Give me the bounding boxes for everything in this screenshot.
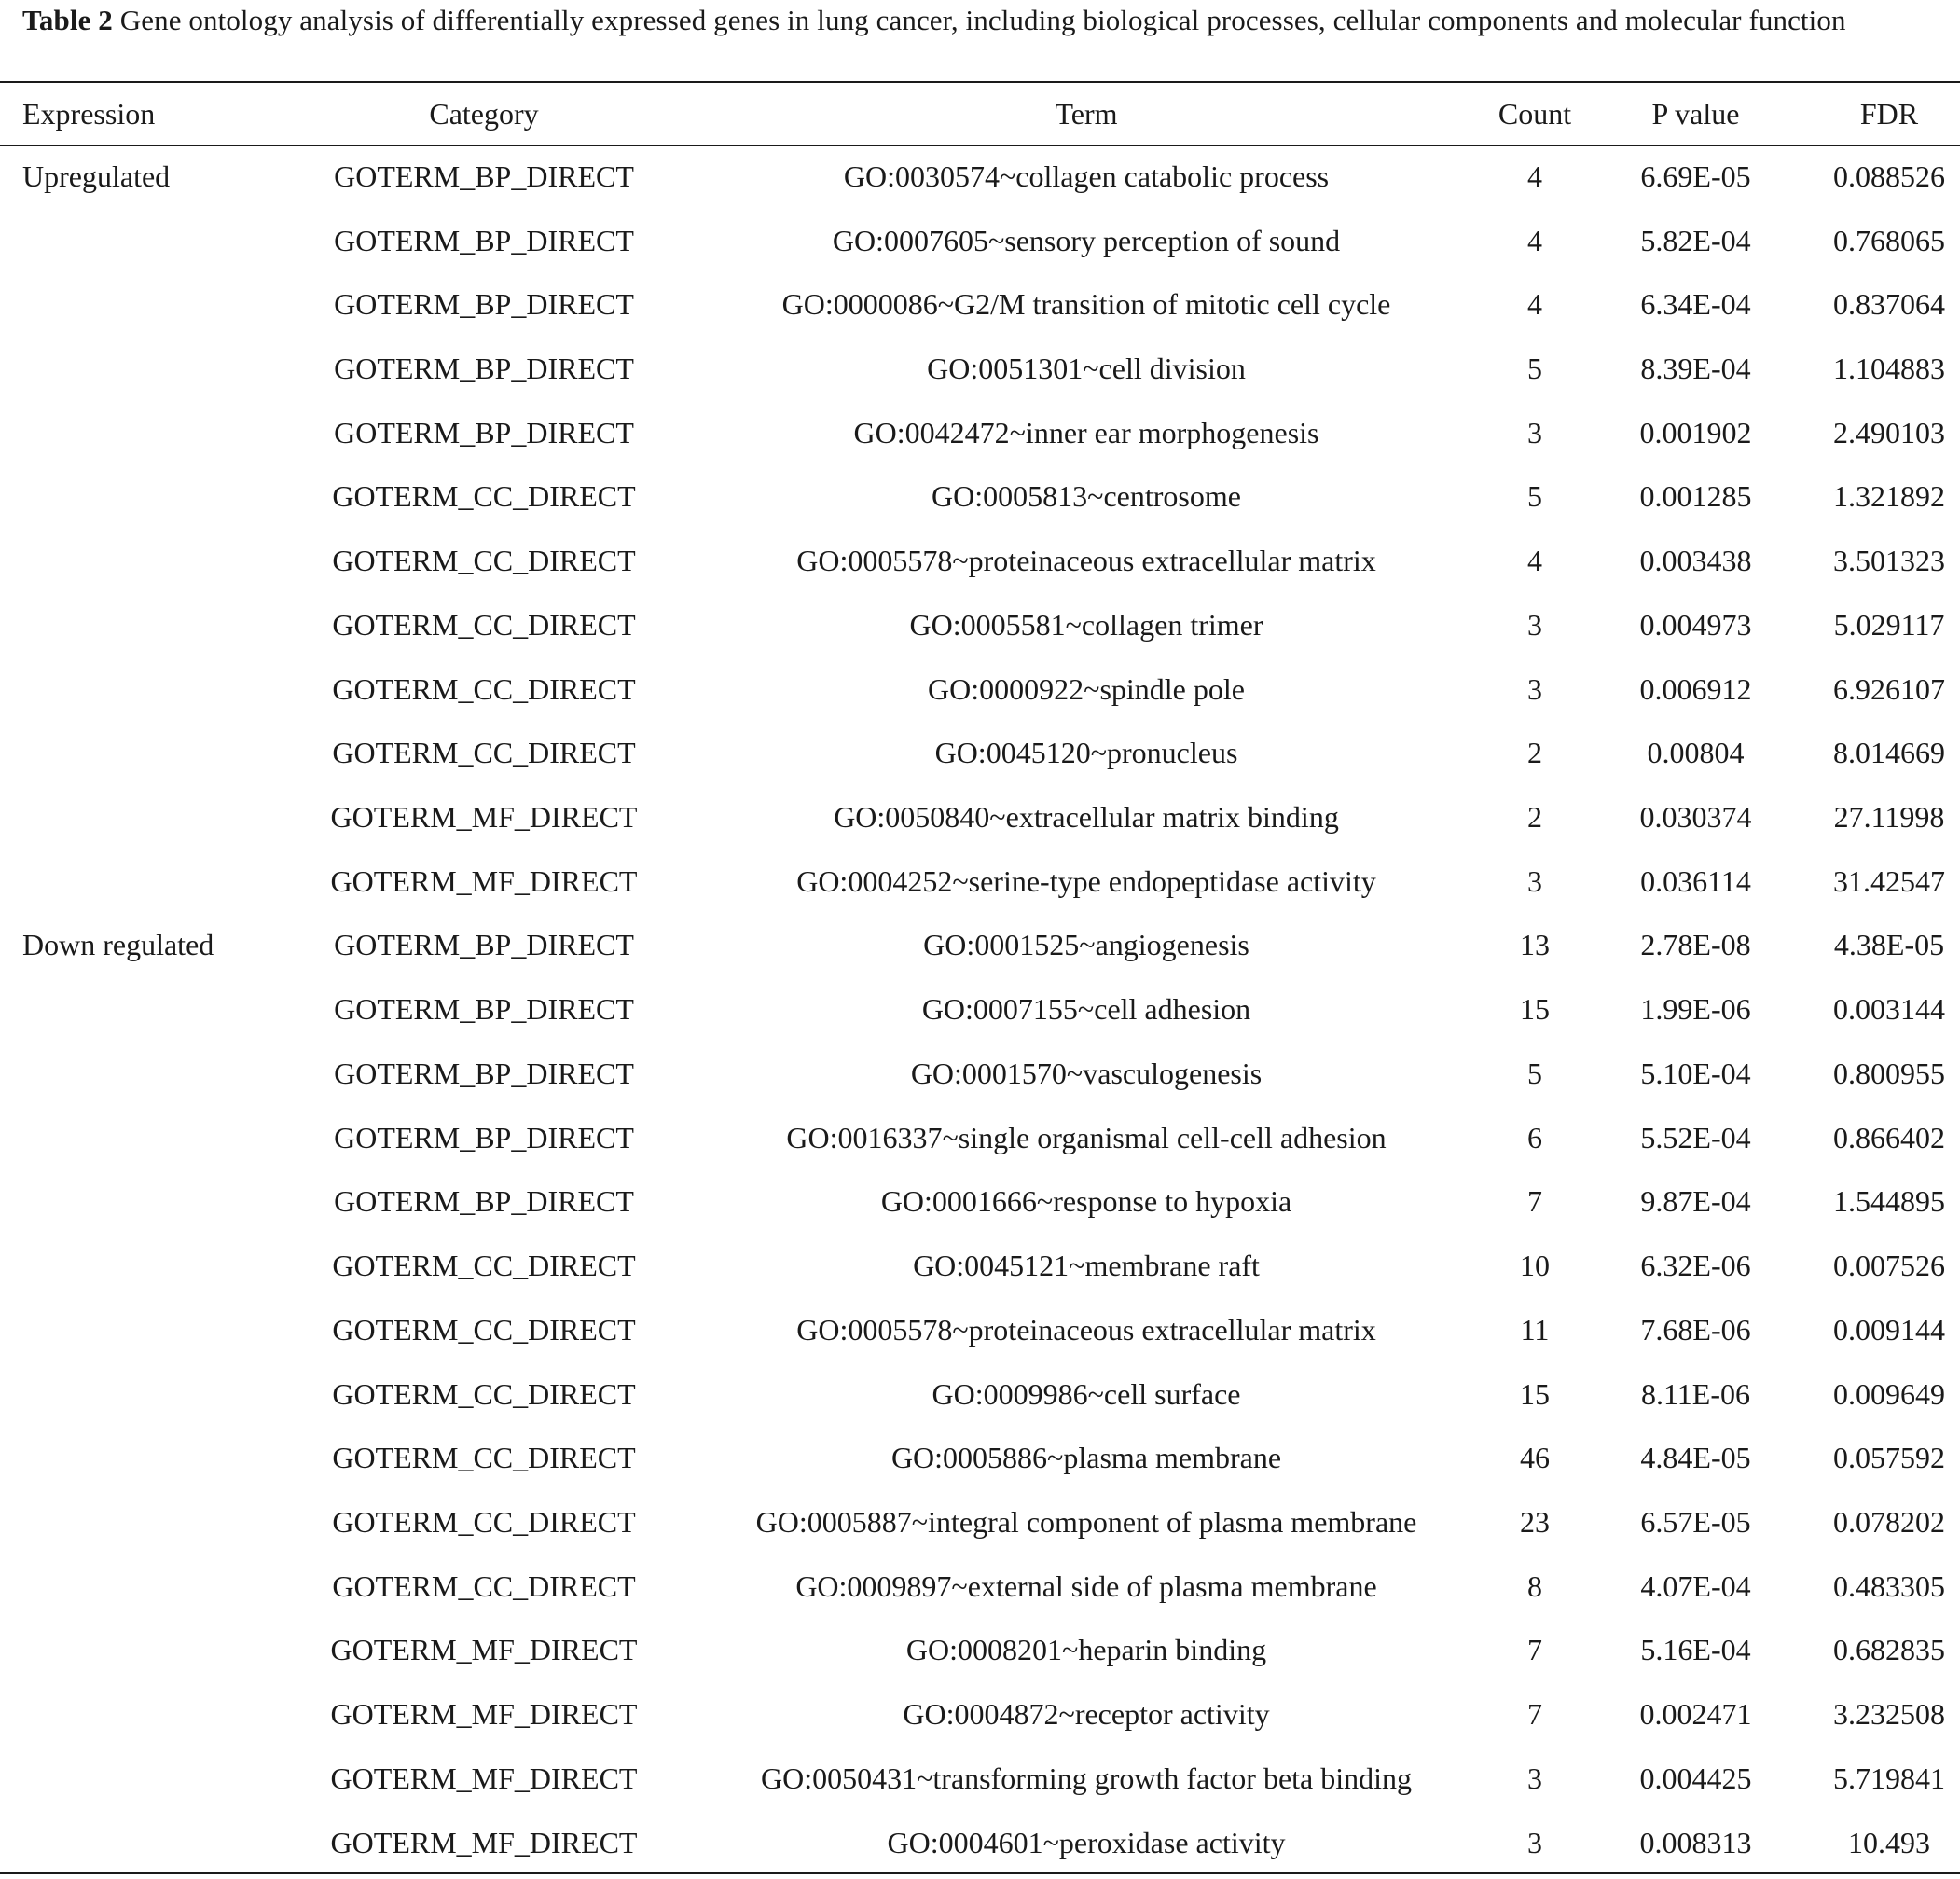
cell-category: GOTERM_BP_DIRECT xyxy=(334,1184,634,1219)
cell-category: GOTERM_CC_DIRECT xyxy=(332,1568,636,1603)
cell-category: GOTERM_BP_DIRECT xyxy=(334,352,634,386)
cell-term: GO:0005813~centrosome xyxy=(932,479,1241,514)
cell-expression xyxy=(0,657,269,722)
cell-p-value: 0.008313 xyxy=(1639,1825,1752,1859)
header-category: Category xyxy=(429,96,539,131)
cell-p-value: 5.10E-04 xyxy=(1640,1056,1751,1090)
cell-fdr: 0.088526 xyxy=(1833,159,1945,193)
table-row xyxy=(0,1619,1960,1683)
cell-p-value: 0.002471 xyxy=(1639,1697,1752,1732)
cell-count: 15 xyxy=(1520,1376,1550,1411)
cell-fdr: 0.483305 xyxy=(1833,1568,1945,1603)
cell-term: GO:0004601~peroxidase activity xyxy=(887,1825,1286,1859)
table-row xyxy=(0,272,1960,337)
cell-category: GOTERM_CC_DIRECT xyxy=(332,1312,636,1347)
cell-fdr: 10.493 xyxy=(1848,1825,1930,1859)
cell-count: 7 xyxy=(1527,1633,1542,1667)
cell-fdr: 0.057592 xyxy=(1833,1441,1945,1475)
cell-count: 7 xyxy=(1527,1184,1542,1219)
cell-fdr: 0.007526 xyxy=(1833,1249,1945,1283)
cell-count: 13 xyxy=(1520,928,1550,962)
cell-p-value: 2.78E-08 xyxy=(1640,928,1751,962)
cell-term: GO:0051301~cell division xyxy=(927,352,1246,386)
cell-category: GOTERM_BP_DIRECT xyxy=(334,223,634,257)
table-row xyxy=(0,1106,1960,1170)
table-row xyxy=(0,1362,1960,1427)
cell-p-value: 0.003438 xyxy=(1639,544,1752,578)
cell-count: 8 xyxy=(1527,1568,1542,1603)
cell-p-value: 6.32E-06 xyxy=(1640,1249,1751,1283)
cell-count: 11 xyxy=(1520,1312,1550,1347)
cell-fdr: 6.926107 xyxy=(1833,671,1945,706)
cell-category: GOTERM_CC_DIRECT xyxy=(332,671,636,706)
cell-category: GOTERM_BP_DIRECT xyxy=(334,159,634,193)
cell-category: GOTERM_BP_DIRECT xyxy=(334,415,634,449)
cell-fdr: 1.321892 xyxy=(1833,479,1945,514)
cell-expression xyxy=(0,529,269,593)
cell-term: GO:0050431~transforming growth factor beta binding xyxy=(760,1761,1413,1795)
cell-term: GO:0001570~vasculogenesis xyxy=(910,1056,1263,1090)
cell-p-value: 5.82E-04 xyxy=(1640,223,1751,257)
table-row xyxy=(0,721,1960,785)
cell-fdr: 5.029117 xyxy=(1833,607,1945,642)
cell-term: GO:0008201~heparin binding xyxy=(905,1633,1267,1667)
table-row xyxy=(0,1426,1960,1490)
cell-term: GO:0030574~collagen catabolic process xyxy=(843,159,1330,193)
cell-p-value: 4.84E-05 xyxy=(1640,1441,1751,1475)
cell-category: GOTERM_CC_DIRECT xyxy=(332,1504,636,1539)
table-row xyxy=(0,657,1960,722)
cell-fdr: 31.42547 xyxy=(1833,864,1945,898)
cell-category: GOTERM_CC_DIRECT xyxy=(332,1441,636,1475)
cell-category: GOTERM_CC_DIRECT xyxy=(332,607,636,642)
cell-expression xyxy=(0,785,269,850)
table-row xyxy=(0,529,1960,593)
cell-count: 15 xyxy=(1520,992,1550,1027)
cell-term: GO:0016337~single organismal cell-cell adhesion xyxy=(786,1120,1387,1154)
cell-count: 3 xyxy=(1527,671,1542,706)
table-row xyxy=(0,977,1960,1042)
cell-count: 5 xyxy=(1527,1056,1542,1090)
cell-fdr: 2.490103 xyxy=(1833,415,1945,449)
table-row xyxy=(0,465,1960,530)
cell-term: GO:0045121~membrane raft xyxy=(913,1249,1260,1283)
cell-count: 2 xyxy=(1527,736,1542,770)
cell-count: 3 xyxy=(1527,607,1542,642)
cell-category: GOTERM_MF_DIRECT xyxy=(330,1633,638,1667)
cell-p-value: 6.57E-05 xyxy=(1640,1504,1751,1539)
cell-count: 2 xyxy=(1527,800,1542,835)
table-row xyxy=(0,209,1960,273)
cell-fdr: 0.682835 xyxy=(1833,1633,1945,1667)
cell-expression xyxy=(0,721,269,785)
cell-fdr: 0.009649 xyxy=(1833,1376,1945,1411)
cell-expression xyxy=(0,1234,269,1298)
cell-category: GOTERM_BP_DIRECT xyxy=(334,992,634,1027)
cell-term: GO:0005887~integral component of plasma membrane xyxy=(755,1504,1417,1539)
cell-term: GO:0050840~extracellular matrix binding xyxy=(834,800,1339,835)
table-caption-text: Gene ontology analysis of differentially expressed genes in lung cancer, including biological processes, cellular components and molecular function xyxy=(112,4,1846,36)
cell-p-value: 0.004973 xyxy=(1639,607,1752,642)
cell-count: 7 xyxy=(1527,1697,1542,1732)
cell-fdr: 0.003144 xyxy=(1833,992,1945,1027)
table-row xyxy=(0,337,1960,401)
cell-expression xyxy=(0,1170,269,1235)
cell-expression xyxy=(0,1042,269,1106)
cell-count: 5 xyxy=(1527,352,1542,386)
cell-term: GO:0009897~external side of plasma membrane xyxy=(795,1568,1377,1603)
table-row xyxy=(0,850,1960,914)
cell-fdr: 0.837064 xyxy=(1833,287,1945,322)
cell-expression xyxy=(0,1811,269,1875)
cell-expression xyxy=(0,209,269,273)
header-term: Term xyxy=(1055,96,1118,131)
cell-term: GO:0005578~proteinaceous extracellular matrix xyxy=(796,1312,1376,1347)
cell-p-value: 9.87E-04 xyxy=(1640,1184,1751,1219)
table-row xyxy=(0,401,1960,465)
table-row xyxy=(0,1170,1960,1235)
cell-expression xyxy=(0,1554,269,1619)
cell-category: GOTERM_MF_DIRECT xyxy=(330,1761,638,1795)
table-row xyxy=(0,1298,1960,1362)
cell-expression xyxy=(0,850,269,914)
table-row xyxy=(0,914,1960,978)
cell-p-value: 0.001902 xyxy=(1639,415,1752,449)
cell-count: 10 xyxy=(1520,1249,1550,1283)
cell-term: GO:0009986~cell surface xyxy=(932,1376,1241,1411)
cell-expression xyxy=(0,1106,269,1170)
header-expression: Expression xyxy=(22,96,156,131)
cell-p-value: 6.34E-04 xyxy=(1640,287,1751,322)
table-row xyxy=(0,593,1960,657)
cell-count: 4 xyxy=(1527,223,1542,257)
table-row xyxy=(0,1747,1960,1811)
cell-fdr: 3.501323 xyxy=(1833,544,1945,578)
cell-p-value: 8.39E-04 xyxy=(1640,352,1751,386)
table-header-row xyxy=(0,83,1960,145)
cell-fdr: 5.719841 xyxy=(1833,1761,1945,1795)
cell-p-value: 5.52E-04 xyxy=(1640,1120,1751,1154)
cell-expression xyxy=(0,1362,269,1427)
cell-count: 3 xyxy=(1527,415,1542,449)
cell-fdr: 0.800955 xyxy=(1833,1056,1945,1090)
cell-term: GO:0004252~serine-type endopeptidase activity xyxy=(796,864,1376,898)
cell-category: GOTERM_MF_DIRECT xyxy=(330,864,638,898)
cell-category: GOTERM_MF_DIRECT xyxy=(330,1825,638,1859)
cell-expression xyxy=(0,465,269,530)
cell-category: GOTERM_CC_DIRECT xyxy=(332,736,636,770)
cell-count: 5 xyxy=(1527,479,1542,514)
cell-p-value: 0.004425 xyxy=(1639,1761,1752,1795)
table-row xyxy=(0,1682,1960,1747)
cell-fdr: 0.078202 xyxy=(1833,1504,1945,1539)
cell-expression: Upregulated xyxy=(22,159,171,193)
cell-p-value: 6.69E-05 xyxy=(1640,159,1751,193)
cell-p-value: 1.99E-06 xyxy=(1640,992,1751,1027)
cell-category: GOTERM_CC_DIRECT xyxy=(332,1376,636,1411)
cell-term: GO:0004872~receptor activity xyxy=(903,1697,1270,1732)
cell-term: GO:0007605~sensory perception of sound xyxy=(832,223,1341,257)
table-row xyxy=(0,145,1960,209)
table-row xyxy=(0,1554,1960,1619)
table-row xyxy=(0,1234,1960,1298)
cell-fdr: 0.866402 xyxy=(1833,1120,1945,1154)
header-fdr: FDR xyxy=(1859,96,1919,131)
cell-expression xyxy=(0,1490,269,1554)
cell-expression xyxy=(0,1747,269,1811)
cell-count: 23 xyxy=(1520,1504,1550,1539)
table-row xyxy=(0,1490,1960,1554)
table-row xyxy=(0,1042,1960,1106)
cell-expression xyxy=(0,1619,269,1683)
cell-p-value: 0.001285 xyxy=(1639,479,1752,514)
cell-term: GO:0045120~pronucleus xyxy=(934,736,1238,770)
cell-term: GO:0001525~angiogenesis xyxy=(923,928,1249,962)
cell-term: GO:0000922~spindle pole xyxy=(928,671,1245,706)
cell-p-value: 8.11E-06 xyxy=(1640,1376,1750,1411)
header-count: Count xyxy=(1498,96,1572,131)
cell-category: GOTERM_CC_DIRECT xyxy=(332,544,636,578)
cell-p-value: 0.00804 xyxy=(1647,736,1745,770)
cell-p-value: 4.07E-04 xyxy=(1640,1568,1751,1603)
cell-term: GO:0007155~cell adhesion xyxy=(921,992,1251,1027)
cell-count: 4 xyxy=(1527,544,1542,578)
cell-expression xyxy=(0,337,269,401)
cell-category: GOTERM_MF_DIRECT xyxy=(330,1697,638,1732)
cell-term: GO:0000086~G2/M transition of mitotic cell cycle xyxy=(781,287,1391,322)
gene-ontology-table xyxy=(0,83,1960,1874)
cell-term: GO:0042472~inner ear morphogenesis xyxy=(853,415,1319,449)
cell-category: GOTERM_CC_DIRECT xyxy=(332,479,636,514)
cell-category: GOTERM_BP_DIRECT xyxy=(334,1120,634,1154)
cell-term: GO:0001666~response to hypoxia xyxy=(880,1184,1292,1219)
cell-expression xyxy=(0,272,269,337)
header-p-value: P value xyxy=(1651,96,1740,131)
cell-category: GOTERM_CC_DIRECT xyxy=(332,1249,636,1283)
cell-count: 3 xyxy=(1527,1825,1542,1859)
table-caption xyxy=(22,0,1943,41)
cell-fdr: 1.104883 xyxy=(1833,352,1945,386)
cell-expression xyxy=(0,1426,269,1490)
table-body xyxy=(0,145,1960,1874)
table-row xyxy=(0,1811,1960,1875)
cell-count: 3 xyxy=(1527,1761,1542,1795)
cell-count: 6 xyxy=(1527,1120,1542,1154)
cell-term: GO:0005581~collagen trimer xyxy=(909,607,1263,642)
cell-expression xyxy=(0,1682,269,1747)
cell-fdr: 1.544895 xyxy=(1833,1184,1945,1219)
cell-count: 4 xyxy=(1527,159,1542,193)
table-row xyxy=(0,785,1960,850)
cell-expression xyxy=(0,977,269,1042)
cell-expression xyxy=(0,1298,269,1362)
cell-category: GOTERM_BP_DIRECT xyxy=(334,1056,634,1090)
cell-fdr: 0.009144 xyxy=(1833,1312,1945,1347)
cell-count: 46 xyxy=(1520,1441,1550,1475)
table-caption-label: Table 2 xyxy=(22,4,113,36)
cell-fdr: 8.014669 xyxy=(1833,736,1945,770)
cell-fdr: 3.232508 xyxy=(1833,1697,1945,1732)
cell-fdr: 27.11998 xyxy=(1833,800,1945,835)
cell-expression xyxy=(0,593,269,657)
cell-p-value: 5.16E-04 xyxy=(1640,1633,1751,1667)
cell-term: GO:0005886~plasma membrane xyxy=(890,1441,1282,1475)
cell-expression: Down regulated xyxy=(22,928,214,962)
cell-category: GOTERM_BP_DIRECT xyxy=(334,928,634,962)
cell-category: GOTERM_BP_DIRECT xyxy=(334,287,634,322)
cell-p-value: 0.006912 xyxy=(1639,671,1752,706)
cell-count: 3 xyxy=(1527,864,1542,898)
cell-term: GO:0005578~proteinaceous extracellular matrix xyxy=(796,544,1376,578)
cell-p-value: 7.68E-06 xyxy=(1640,1312,1751,1347)
cell-expression xyxy=(0,401,269,465)
cell-category: GOTERM_MF_DIRECT xyxy=(330,800,638,835)
cell-p-value: 0.036114 xyxy=(1640,864,1751,898)
cell-count: 4 xyxy=(1527,287,1542,322)
cell-fdr: 4.38E-05 xyxy=(1833,928,1945,962)
cell-fdr: 0.768065 xyxy=(1833,223,1945,257)
cell-p-value: 0.030374 xyxy=(1639,800,1752,835)
